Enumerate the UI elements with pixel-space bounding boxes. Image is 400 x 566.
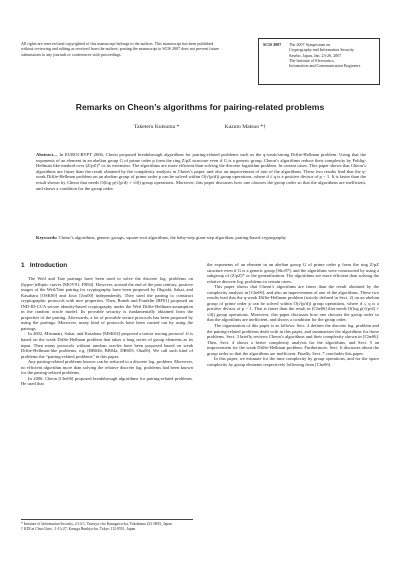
body-paragraph: The Weil and Tate pairings have been used to solve the discrete log. problems on (hyper-)elliptic curves [MOV91, FR94]. However, around the end of the past century, positive usages of the Weil/Tate pairing for cryptography have been proposed by Ohgishi, Sakai, and Kasahara [OSK00] and Joux [Jou00] independently. They used the pairing to construct cryptographic protocols with nice properties. Then, Boneh and Franklin [BF01] proposed an IND-ID-CCA secure identity-based cryptography under the Weil Diffie-Hellman assumption in the random oracle model. Its provable security is fundamentally obtained from the properties of the pairing. Afterwards, a lot of provable secure protocols has been proposed by using the pairings. Moreover, many kind of protocols have been carried out by using the pairings. — [21, 276, 193, 331]
section-number: 1 — [21, 262, 25, 269]
body-paragraph: In this paper, we estimate for the time complexity by group operations, and for the space complexity by group elements respectively following from [Che06]. — [207, 356, 379, 367]
author-list — [0, 124, 400, 130]
conference-line: Sasebo, Japan, Jan. 23-26, 2007 — [289, 52, 342, 58]
abstract-label: Abstract— — [36, 152, 58, 157]
body-paragraph: In 2002, Mitsunari, Sakai, and Kasahara [MSK02] proposed a traitor tracing protocol. It is based on the weak Diffie-Hellman problem that takes a long series of group elements as its input. Then many protocols without random oracles have been proposed based on weak Diffie-Hellman-like problems, e.g. [BB04b, BB04a, DBS05, Oka06]. We call such kind of problems the “pairing-related problems” in this paper. — [21, 331, 193, 359]
keywords-text: Cheon’s algorithms, generic groups, square-root algorithms, the baby-step giant-step algorithm, pairing-based cryptography — [58, 235, 287, 240]
footnote: * Institute of Information Security, 2-14-1, Tsuruya-cho Kanagawa-ku, Yokohama 221-0835, Japan — [21, 522, 172, 526]
body-paragraph: This paper shows that Cheon’s algorithms are faster than the result obtained by the complexity analysis in [Che06], and also an improvement of one of the algorithms. These two results lead that the q-weak Diffie-Hellman problem (strictly defined in Sect. 2) on an abelian group of prime order p can be solved within O(√(p/d)) group operations, where d ≤ q is a positive divisor of p − 1. That is faster than the result in [Che06] that needs O(log p(√(p/d) + √d)) group operations. Moreover, this paper discusses how one chooses the group order so that the algorithms are inefficient, and shows a condition for the group order. — [207, 284, 379, 323]
footnote: † KDI at Chuo Univ., 1-13-27, Kasuga Bunkyo-ku, Tokyo 112-8551, Japan — [21, 526, 136, 531]
body-paragraph: The organization of this paper is as follows: Sect. 2 defines the discrete log. problem and the pairing-related problems dealt with in this paper, and summarizes the algorithms for those problems. Sect. 3 briefly reviews Cheon’s algorithms and their complexity shown in [Che06]. Then, Sect. 4 shows a better complexity analysis for the algorithms, and Sect. 5 an improvement for the weak Diffie-Hellman problem. Furthermore, Sect. 6 discusses about the group order so that the algorithms are inefficient. Finally, Sect. 7 concludes this paper. — [207, 323, 379, 356]
body-paragraph: In 2006, Cheon [Che06] proposed breakthrough algorithms for pairing-related problems. He used that — [21, 375, 193, 387]
author-name: Kazuto Matsuo *† — [224, 124, 266, 130]
copyright-notice: All rights are reserved and copyrighted of this manuscript belongs to the authors. This manuscript has been published without reviewing and editing as received from the authors: posting the manuscript to SCIS 2007 does not prevent future submissions to any journals or conferences with proceedings. — [21, 41, 220, 57]
conference-line: Information and Communication Engineers — [289, 63, 361, 69]
author-name: Taketeru Kutsuma * — [133, 124, 180, 130]
right-column — [207, 262, 379, 367]
paper-title: Remarks on Cheon’s algorithms for pairing-related problems — [75, 102, 325, 112]
footnotes — [21, 519, 193, 532]
conference-box — [258, 38, 380, 85]
conference-line: The 2007 Symposium on — [289, 42, 331, 47]
conference-line: Cryptography and Information Security — [289, 47, 354, 53]
keywords — [36, 235, 366, 241]
conference-label: SCIS 2007 — [263, 42, 282, 47]
abstract — [36, 152, 366, 191]
left-column — [21, 262, 193, 387]
section-heading — [21, 262, 193, 269]
abstract-text: In EUROCRYPT 2006, Cheon proposed breakthrough algorithms for pairing-related problems such as the q-weak/strong Diffie-Hellman problem. Using that the exponents of an element in an abelian group G of prime order p form the ring Z/pZ structure even if G is a generic group, Cheon’s algorithms reduce their complexity by Pohlig-Hellman like method over (Z/pZ)* or its extension. The algorithms are more efficient than solving the discrete logarithm problem. In certain cases. This paper shows that Cheon’s algorithms are faster than the result obtained by the complexity analysis in Cheon’s paper, and also an improvement of one of the algorithms. These two results lead that the q-weak Diffie-Hellman problem on an abelian group of prime order p can be solved within O(√(p/d)) group operations, where d ≤ q is a positive divisor of p − 1. It is faster than the result shown by Cheon that needs O(log p(√(p/d) + √d)) group operations. Moreover, this paper discusses how one chooses the group order so that the algorithms are inefficient, and shows a condition for the group order. — [36, 152, 366, 191]
body-paragraph: Any pairing-related problems known can be reduced to a discrete log. problem. Moreover, no efficient algorithm more than solving the relative discrete log. problems had been known for the pairing-related problems. — [21, 359, 193, 376]
body-paragraph: the exponents of an element in an abelian group G of prime order p form the ring Z/pZ structure even if G is a generic group [Sho97], and the algorithms were constructed by using a subgroup of (Z/pZ)* or the generalization. The algorithms are more efficient than solving the relative discrete log. problems in certain cases. — [207, 262, 379, 284]
section-title: Introduction — [29, 262, 68, 269]
keywords-label: Keywords: — [36, 235, 58, 240]
conference-details — [289, 42, 375, 68]
conference-line: The Institute of Electronics, — [289, 57, 335, 63]
